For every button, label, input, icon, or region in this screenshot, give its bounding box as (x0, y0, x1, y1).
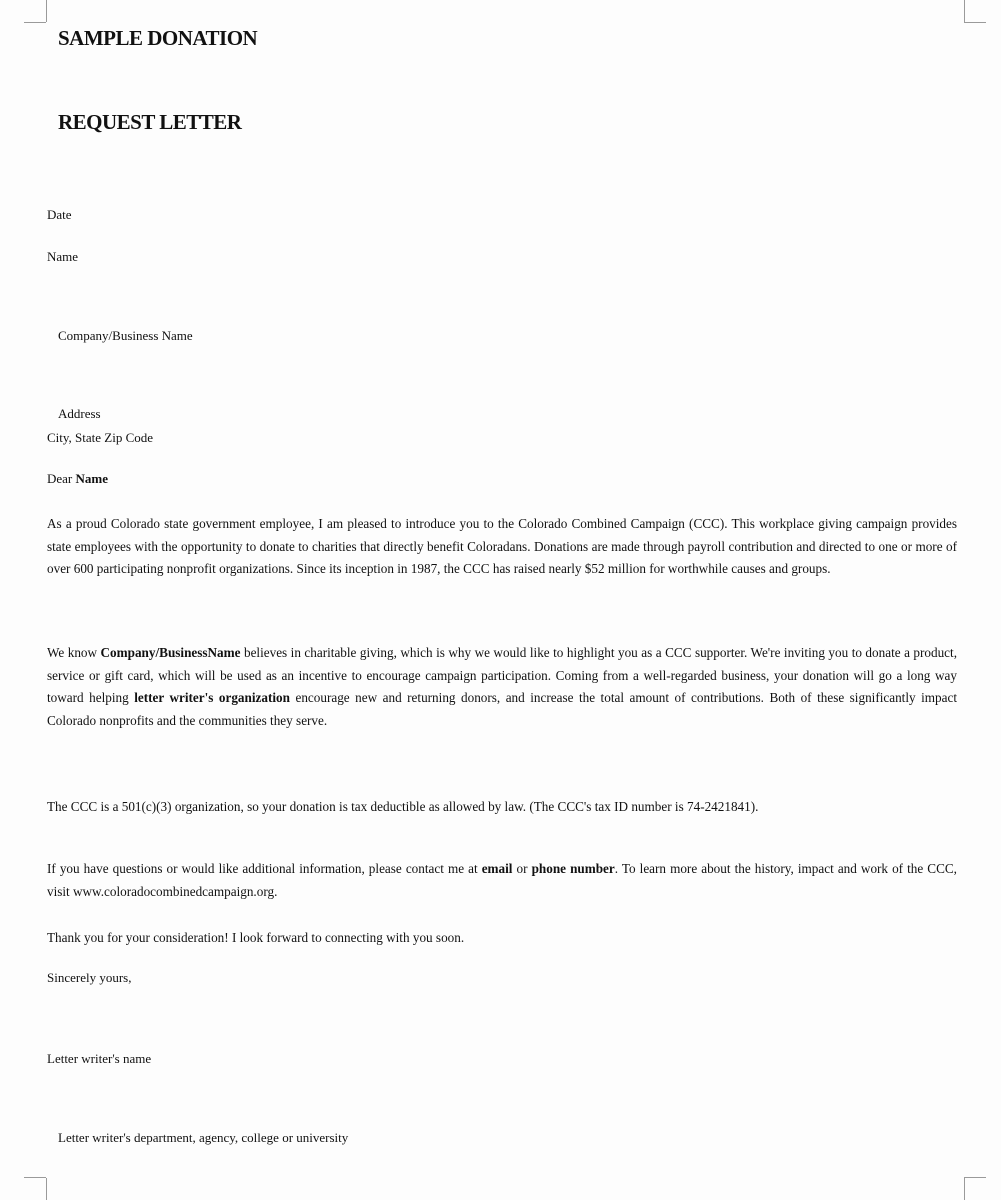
crop-mark-bottom-right (964, 1178, 965, 1200)
closing-signoff: Sincerely yours, (47, 970, 132, 985)
body-paragraph-3: The CCC is a 501(c)(3) organization, so your donation is tax deductible as allowed by law. (The CCC's tax ID number is 74-2421841). (47, 799, 759, 814)
paragraph-2-text-b: believes in charitable giving, which is why we would like to highlight you as a CCC supporter. We're inviting you to donate a product, service or gift card, which will be used as an incentive to encourage campaign participation. Coming from a well-regarded business, your donation will go a long way toward helping (47, 645, 957, 706)
address-field: Address (58, 406, 101, 421)
crop-mark-bottom-right (964, 1177, 986, 1178)
crop-mark-top-left (46, 0, 47, 22)
body-paragraph-4 (47, 858, 957, 903)
paragraph-4-or: or (512, 861, 532, 876)
crop-mark-bottom-left (46, 1178, 47, 1200)
company-placeholder: Company/BusinessName (100, 645, 241, 660)
paragraph-2-text-c: encourage new and returning donors, and increase the total amount of contributions. Both of these significantly impact Colorado nonprofits and the communities they serve. (47, 690, 957, 728)
paragraph-4-text-a: If you have questions or would like additional information, please contact me at (47, 861, 482, 876)
crop-mark-top-right (964, 0, 965, 22)
crop-mark-top-right (964, 22, 986, 23)
paragraph-2-text-a: We know (47, 645, 101, 660)
salutation-prefix: Dear (47, 471, 76, 486)
body-paragraph-5: Thank you for your consideration! I look forward to connecting with you soon. (47, 930, 465, 945)
writer-name: Letter writer's name (47, 1051, 152, 1066)
email-placeholder: email (481, 861, 513, 876)
city-state-zip-field: City, State Zip Code (47, 430, 154, 445)
date-field: Date (47, 207, 72, 222)
name-field: Name (47, 249, 79, 264)
document-title-line-1: SAMPLE DONATION (58, 26, 258, 50)
crop-mark-top-left (24, 22, 46, 23)
writer-department: Letter writer's department, agency, college or university (58, 1130, 349, 1145)
salutation (47, 471, 108, 487)
body-paragraph-2 (47, 642, 957, 732)
phone-placeholder: phone number (531, 861, 615, 876)
crop-mark-bottom-left (24, 1177, 46, 1178)
organization-placeholder: letter writer's organization (134, 690, 290, 706)
company-field: Company/Business Name (58, 328, 193, 343)
document-title-line-2: REQUEST LETTER (58, 110, 242, 134)
body-paragraph-1: As a proud Colorado state government employee, I am pleased to introduce you to the Colorado Combined Campaign (CCC). This workplace giving campaign provides state employees with the opportunity to donate to charities that directly benefit Coloradans. Donations are made through payroll contribution and directed to one or more of over 600 participating nonprofit organizations. Since its inception in 1987, the CCC has raised nearly $52 million for worthwhile causes and groups. (47, 516, 957, 577)
salutation-name: Name (75, 471, 109, 486)
paragraph-4-text-b: . To learn more about the history, impact and work of the CCC, visit www.coloradocombinedcampaign.org. (47, 861, 957, 899)
